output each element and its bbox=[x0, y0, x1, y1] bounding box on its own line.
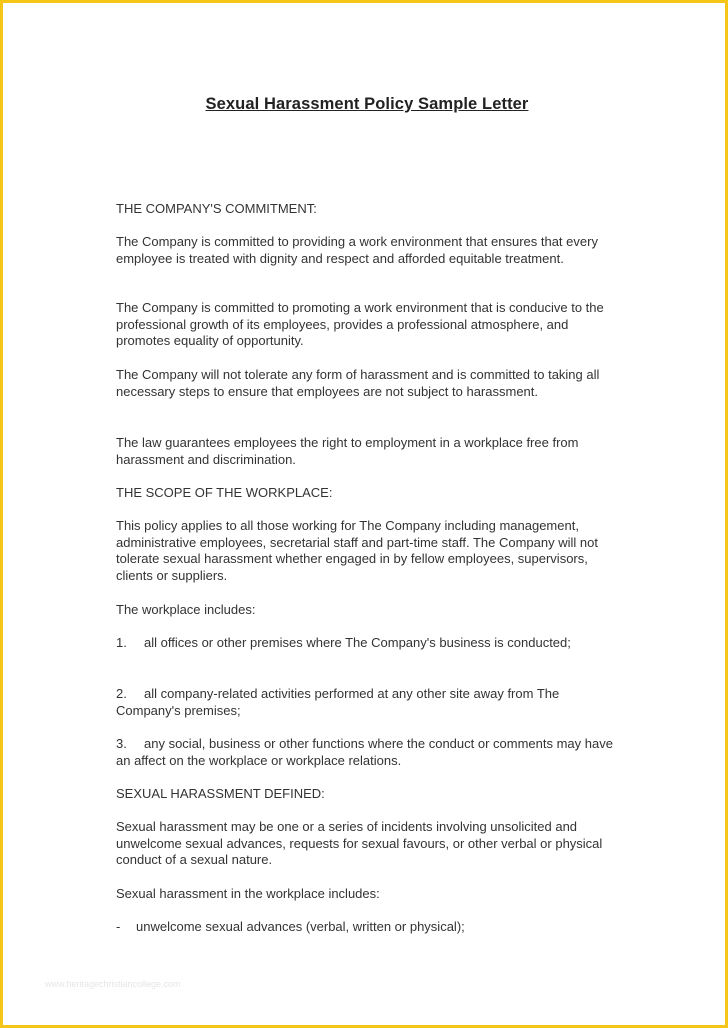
document-title: Sexual Harassment Policy Sample Letter bbox=[205, 95, 529, 113]
paragraph-law-guarantees: The law guarantees employees the right to employment in a workplace free from harassment and discrimination. bbox=[116, 435, 579, 467]
paragraph-commitment-growth: The Company is committed to promoting a work environment that is conducive to the professional growth of its employees, provides a professional atmosphere, and promotes equality of opportunity. bbox=[116, 300, 604, 349]
paragraph-harassment-definition: Sexual harassment may be one or a series of incidents involving unsolicited and unwelcome sexual advances, requests for sexual favours, or other verbal or physical conduct of a sexual nature. bbox=[116, 819, 603, 868]
paragraph-policy-applies: This policy applies to all those working for The Company including management, administrative employees, secretarial staff and part-time staff. The Company will not tolerate sexual harassment whether engaged in by fellow employees, supervisors, clients or suppliers. bbox=[116, 518, 598, 583]
scope-heading: THE SCOPE OF THE WORKPLACE: bbox=[116, 485, 333, 500]
defined-heading: SEXUAL HARASSMENT DEFINED: bbox=[116, 786, 325, 801]
workplace-includes-label: The workplace includes: bbox=[116, 602, 256, 617]
list-item-number: 2. bbox=[116, 686, 127, 701]
watermark: www.heritagechristiancollege.com bbox=[45, 979, 181, 989]
harassment-includes-label: Sexual harassment in the workplace includes: bbox=[116, 886, 380, 901]
bullet-item bbox=[116, 919, 621, 936]
paragraph-commitment-dignity: The Company is committed to providing a work environment that ensures that every employee is treated with dignity and respect and afforded equitable treatment. bbox=[116, 234, 598, 266]
list-item-number: 3. bbox=[116, 736, 127, 751]
paragraph-no-tolerance: The Company will not tolerate any form of harassment and is committed to taking all necessary steps to ensure that employees are not subject to harassment. bbox=[116, 367, 600, 399]
list-item-text: all offices or other premises where The Company's business is conducted; bbox=[144, 635, 571, 650]
bullet-dash: - bbox=[116, 919, 121, 934]
list-item bbox=[116, 635, 621, 652]
list-item-text: any social, business or other functions where the conduct or comments may have an affect on the workplace or workplace relations. bbox=[116, 736, 613, 768]
bullet-item-text: unwelcome sexual advances (verbal, written or physical); bbox=[136, 919, 465, 934]
commitment-heading: THE COMPANY'S COMMITMENT: bbox=[116, 201, 317, 216]
list-item-number: 1. bbox=[116, 635, 127, 650]
list-item-text: all company-related activities performed at any other site away from The Company's premises; bbox=[116, 686, 560, 718]
list-item bbox=[116, 686, 621, 719]
list-item bbox=[116, 736, 621, 769]
